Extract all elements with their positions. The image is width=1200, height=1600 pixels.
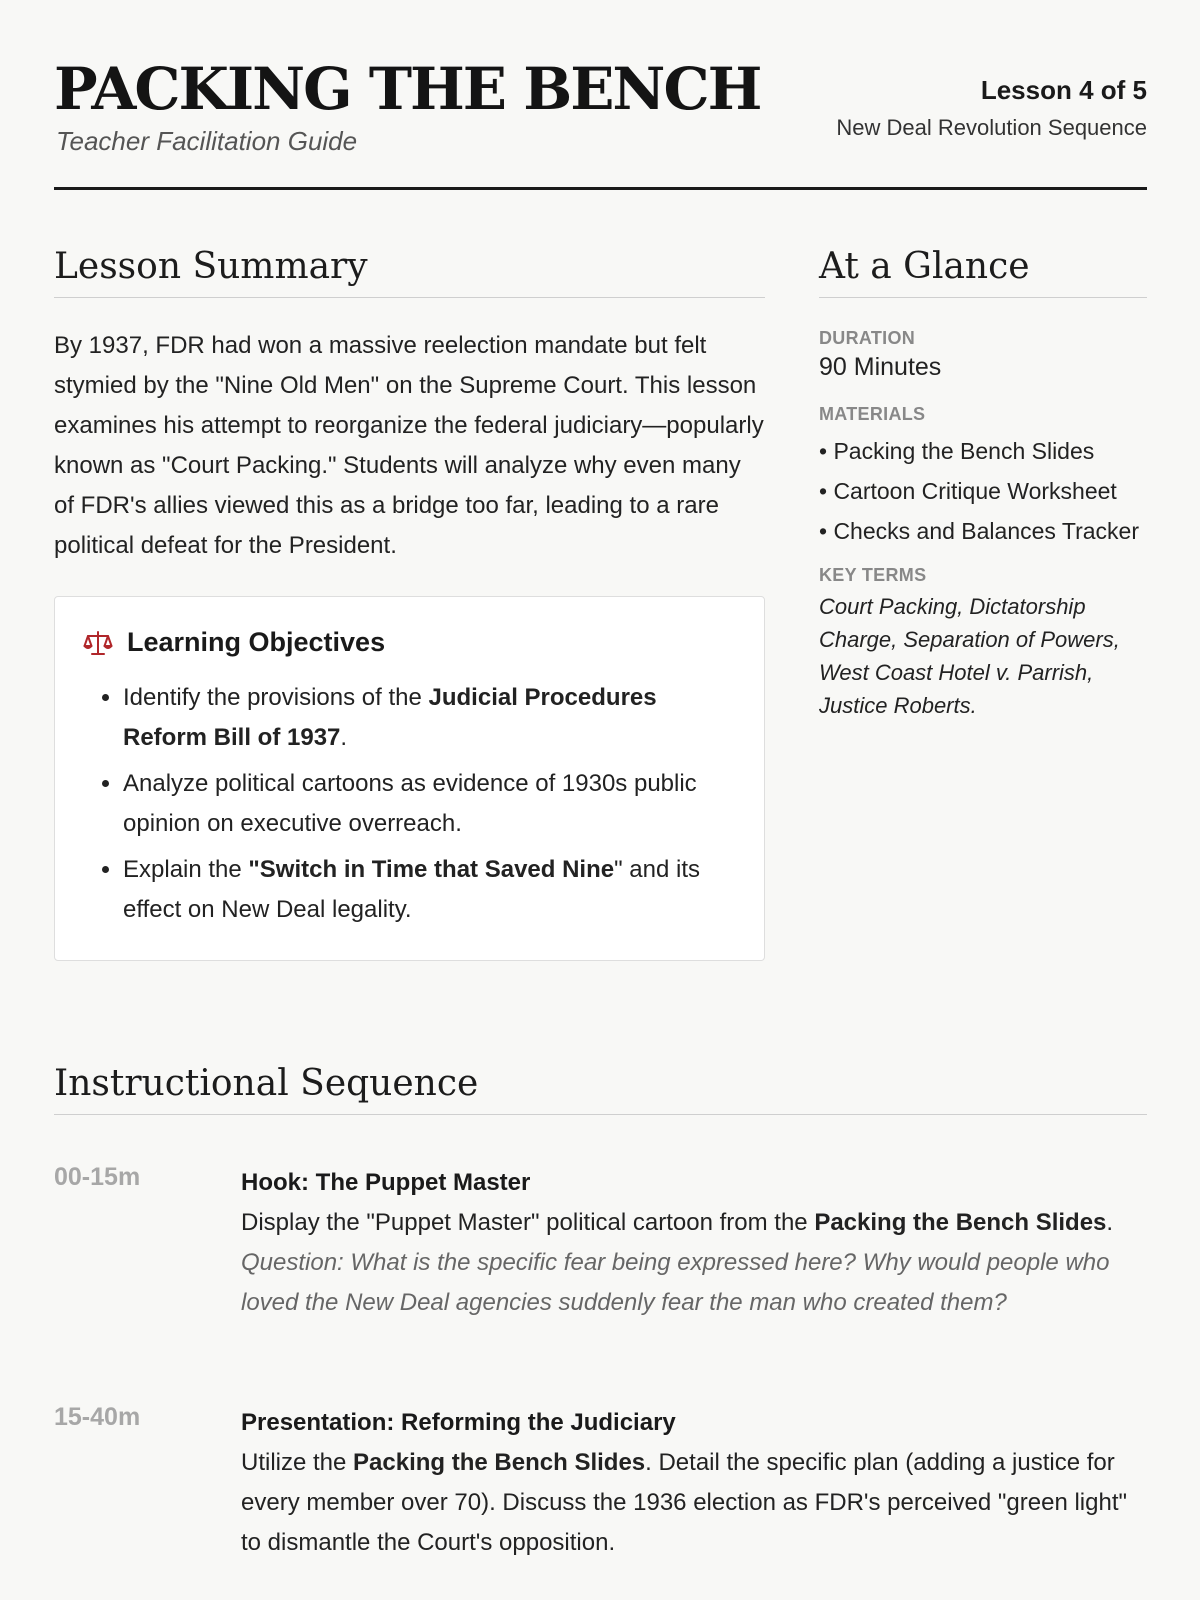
material-item: • Packing the Bench Slides <box>819 438 1095 464</box>
materials-label: MATERIALS <box>819 404 926 424</box>
page-subtitle: Teacher Facilitation Guide <box>56 126 358 156</box>
lesson-number: Lesson 4 of 5 <box>980 75 1147 105</box>
instructional-sequence-section <box>54 1063 1147 1556</box>
step-description <box>241 1203 1141 1243</box>
objectives-list <box>83 678 736 930</box>
lesson-page <box>54 0 1147 1556</box>
duration-label: DURATION <box>819 328 916 348</box>
step-desc-text-end: . <box>1106 1209 1114 1236</box>
lesson-summary-text: By 1937, FDR had won a massive reelection mandate but felt stymied by the "Nine Old Men" on the Supreme Court. This lesson examines his attempt to reorganize the federal judiciary—popularly known as "Court Packing." Students will analyze why even many of FDR's allies viewed this as a bridge too far, leading to a rare political defeat for the President. <box>54 332 764 559</box>
step-desc-text: Utilize the <box>241 1449 354 1476</box>
step-body <box>241 1403 1141 1563</box>
objective-text-end: . <box>340 724 348 751</box>
step-desc-emphasis: Packing the Bench Slides <box>353 1449 646 1476</box>
step-time: 00-15m <box>54 1163 141 1191</box>
lesson-summary-section <box>54 246 765 961</box>
step-desc-text: Display the "Puppet Master" political cartoon from the <box>241 1209 815 1236</box>
objective-text: Explain the <box>123 856 249 883</box>
step-title: Presentation: Reforming the Judiciary <box>241 1409 676 1436</box>
objective-text: Analyze political cartoons as evidence of 1930s public opinion on executive overreach. <box>123 770 697 837</box>
step-desc-text-end: . Detail the specific plan (adding a justice for every member over 70). Discuss the 1936 election as FDR's perceived "green light" to dismantle the Court's opposition. <box>241 1449 1128 1556</box>
at-a-glance-section <box>819 246 1147 722</box>
step-body <box>241 1163 1141 1323</box>
step-title: Hook: The Puppet Master <box>241 1169 531 1196</box>
page-title: PACKING THE BENCH <box>54 55 761 123</box>
learning-objectives-box <box>54 596 765 961</box>
lesson-summary-heading: Lesson Summary <box>54 246 765 298</box>
learning-objectives-title: Learning Objectives <box>127 627 386 657</box>
step-description <box>241 1443 1141 1563</box>
step-desc-emphasis: Packing the Bench Slides <box>814 1209 1107 1236</box>
objective-text: Identify the provisions of the <box>123 684 429 711</box>
sequence-name: New Deal Revolution Sequence <box>836 115 1147 140</box>
key-terms-label: KEY TERMS <box>819 565 927 585</box>
objective-item <box>123 764 736 844</box>
step-question: Question: What is the specific fear being expressed here? Why would people who loved the New Deal agencies suddenly fear the man who created them? <box>241 1249 1110 1316</box>
objective-emphasis: "Switch in Time that Saved Nine <box>248 856 615 883</box>
step-time: 15-40m <box>54 1403 141 1431</box>
learning-objectives-header <box>83 627 736 658</box>
duration-value: 90 Minutes <box>819 353 942 381</box>
key-terms-value: Court Packing, Dictatorship Charge, Separation of Powers, West Coast Hotel v. Parrish, Justice Roberts. <box>819 594 1120 718</box>
at-a-glance-heading: At a Glance <box>819 246 1147 298</box>
objective-item <box>123 678 736 758</box>
instructional-sequence-heading: Instructional Sequence <box>54 1063 1147 1115</box>
material-item: • Checks and Balances Tracker <box>819 518 1139 544</box>
page-header <box>54 0 1147 190</box>
scale-icon <box>83 628 113 658</box>
objective-text-end: " and its effect on New Deal legality. <box>123 856 701 923</box>
objective-item <box>123 850 736 930</box>
material-item: • Cartoon Critique Worksheet <box>819 478 1117 504</box>
materials-list <box>819 431 1147 551</box>
objective-emphasis: Judicial Procedures Reform Bill of 1937 <box>123 684 657 751</box>
